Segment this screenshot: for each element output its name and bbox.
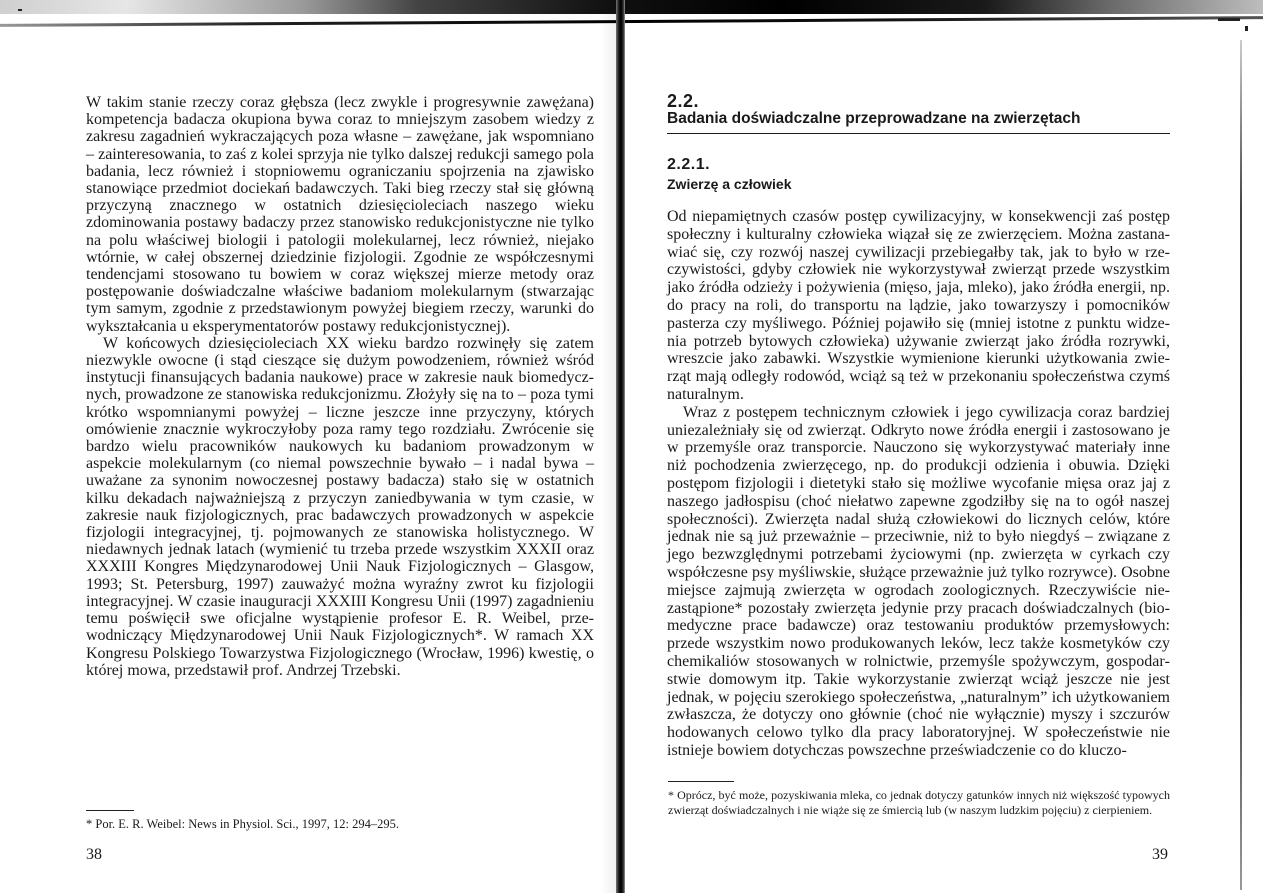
section-rule [667,133,1170,134]
left-paragraph: W końcowych dziesięcioleciach XX wieku bardzo rozwinęły się zatem niezwykle owocne (i stąd cieszące się dużym powodzeniem, również wśród instytucji finansujących badania naukowe) prace w zakresie nauk biomedycznych, prowadzone ze stanowiska redukcjonizmu. Złożyły się na to – poza tymi krótko wspomnianymi powyżej – liczne jeszcze inne przyczyny, których omówienie znacznie wykroczyłoby poza ramy tego rozdziału. Zwrócenie się bardzo wielu pracowników naukowych ku badaniom prowadzonym w aspekcie molekularnym (co niemal powszechnie bywało – i nadal bywa – uważane za synonim nowoczesnej postawy badacza) stało się w ostatnich kilku dekadach najważniejszą z przyczyn zaniedbywania w tym czasie, w zakresie nauk fizjologicznych, prac badawczych prowadzonych w aspekcie fizjologii integracyjnej, tj. pojmowanych ze stanowiska holistycznego. W niedawnych jednak latach (wymienić tu trzeba przede wszystkim XXXII oraz XXXIII Kongres Międzynarodowej Unii Nauk Fizjologicznych – Glasgow, 1993; St. Petersburg, 1997) zauważyć można wyraźny zwrot ku fizjologii integracyjnej. W czasie inauguracji XXXIII Kongresu Unii (1997) zagadnieniu temu poświęcił swe oficjalne wystąpienie profesor E. R. Weibel, przewodniczący Międzynarodowej Unii Nauk Fizjologicznych*. W ramach XX Kongresu Polskiego Towarzystwa Fizjologicznego (Wrocław, 1996) kwestię, o której mowa, przedstawił prof. Andrzej Trzebski. [86,334,594,679]
footnote-left: * Por. E. R. Weibel: News in Physiol. Sci., 1997, 12: 294–295. [86,817,400,831]
page-number-left: 38 [86,846,102,863]
footnote-rule-left [86,810,134,811]
footnote-rule-right [668,781,734,782]
left-page-body [86,94,594,679]
scan-top-edge [0,0,1263,40]
section-number: 2.2. [667,91,700,111]
gutter-shadow [600,0,616,893]
section-title: Badania doświadczalne przeprowadzane na zwierzętach [667,110,1081,127]
right-page-body [667,208,1170,760]
footnote-right: * Oprócz, być może, pozyskiwania mleka, co jednak dotyczy gatunków innych niż większość typowych zwierząt doświadczalnych i nie wiąże się ze śmiercią lub (w naszym ludzkim pojęciu) z cierpieniem. [668,788,1170,817]
right-paragraph: Od niepamiętnych czasów postęp cywilizacyjny, w konsekwencji zaś postęp społeczny i kulturalny człowieka wiązał się ze zwierzęciem. Można zastanawiać się, czy rozwój naszej cywilizacji przebiegałby tak, jak to było w rzeczywistości, gdyby człowiek nie wykorzystywał zwierząt przede wszystkim jako źródła odzieży i pożywienia (mięso, jaja, mleko), jako źródła energii, np. do pracy na roli, do transportu na lądzie, jako towarzyszy i pomocników pasterza czy myśliwego. Później pojawiło się (mniej istotne z punktu widzenia potrzeb bytowych człowieka) używanie zwierząt jako źródła rozrywki, wreszcie jako zabawki. Wszystkie wymienione kierunki użytkowania zwierząt mają odległy rodowód, wciąż są też w przekonaniu społeczeństwa czymś naturalnym. [667,208,1170,403]
subsection-title: Zwierzę a człowiek [667,176,792,192]
book-gutter [616,0,625,893]
page-edge [1240,40,1242,890]
right-paragraph: Wraz z postępem technicznym człowiek i jego cywilizacja coraz bardziej uniezależniały się od zwierząt. Odkryto nowe źródła energii i zastosowano je w przemyśle oraz transporcie. Nauczono się wykorzystywać materiały inne niż pochodzenia zwierzęcego, np. do produkcji odzienia i obuwia. Dzięki postępom fizjologii i dietetyki stało się możliwe wycofanie mięsa oraz jaj z naszego jadłospisu (choć niełatwo zapewne zgodziłby się na to ogół naszej społeczności). Zwierzęta nadal służą człowiekowi do licznych celów, które jednak nie są już przeważnie – przeciwnie, niż to było niegdyś – związane z jego bezwzględnymi potrzebami życiowymi (np. zwierzęta w cyrkach czy współczesne psy myśliwskie, służące przeważnie już tylko rozrywce). Osobne miejsce zajmują zwierzęta w ogrodach zoologicznych. Rzeczywiście niezastąpione* pozostały zwierzęta jedynie przy pracach doświadczalnych (biomedyczne prace badawcze) oraz testowaniu produktów przemysłowych: przede wszystkim nowo produkowanych leków, lecz także kosmetyków czy chemikaliów stosowanych w rolnictwie, przemyśle spożywczym, gospodarstwie domowym itp. Takie wykorzystanie zwierząt wciąż jeszcze nie jest jednak, w pojęciu szerokiego społeczeństwa, „naturalnym” ich użytkowaniem zwłaszcza, że dotyczy ono głównie (choć nie wyłącznie) myszy i szczurów hodowanych celowo tylko dla pracy laboratoryjnej. W społeczeństwie nie istnieje bowiem dotychczas powszechne przeświadczenie co do kluczo- [667,403,1170,759]
page-number-right: 39 [1152,846,1168,863]
left-paragraph: W takim stanie rzeczy coraz głębsza (lecz zwykle i progresywnie zawężana) kompetencja badacza okupiona bywa coraz to mniejszym zasobem wiedzy z zakresu zagadnień wykraczających poza własne – zawężane, jak wspomniano – zainteresowania, to zaś z kolei sprzyja nie tylko dalszej redukcji samego pola badania, lecz również i stopniowemu ograniczaniu spojrzenia na zjawisko stanowiące przedmiot dociekań badawczych. Taki bieg rzeczy stał się główną przyczyną znacznego w ostatnich dziesięcioleciach naszego wieku zdominowania postawy badaczy przez stanowisko redukcjonistyczne nie tylko na polu właściwej biologii i patologii molekularnej, lecz również, niejako wtórnie, w całej obszernej dziedzinie fizjologii. Zgodnie ze współczesnymi tendencjami stosowano tu bowiem w coraz większej mierze metody oraz postępowanie doświadczalne właściwe badaniom molekularnym (stwarzając tym samym, zgodnie z przedstawionym powyżej biegiem rzeczy, warunki do wykształcania u eksperymentatorów postawy redukcjonistycznej). [86,94,594,335]
subsection-number: 2.2.1. [667,156,711,173]
